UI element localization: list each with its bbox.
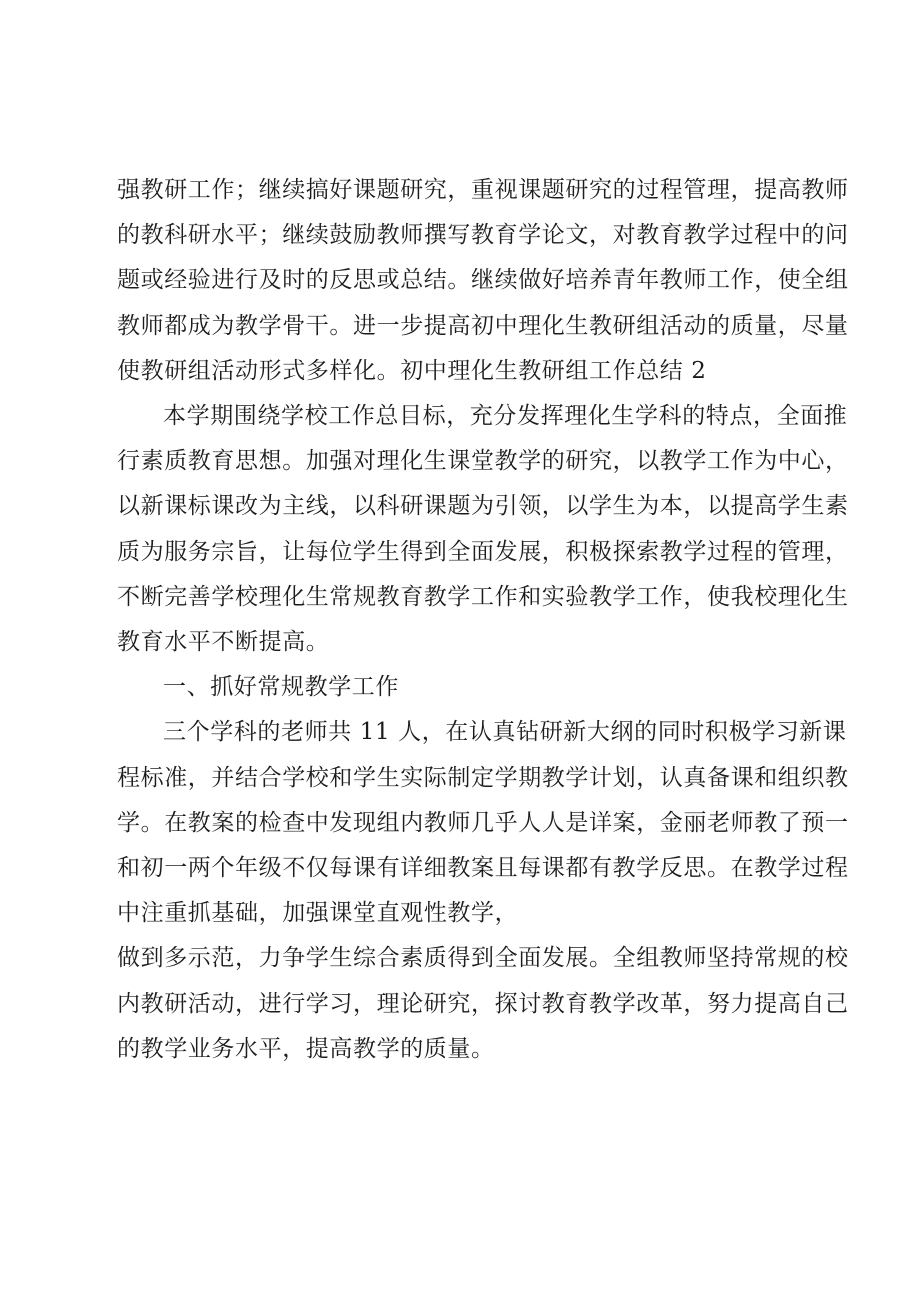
paragraph-3 bbox=[117, 710, 849, 936]
heading-text: 一、抓好常规教学工作 bbox=[163, 674, 399, 701]
text-line: 本学期围绕学校工作总目标，充分发挥理化生学科的特点，全面推 bbox=[163, 403, 848, 430]
text-line: 教师都成为教学骨干。进一步提高初中理化生教研组活动的质量，尽量 bbox=[117, 312, 849, 339]
text-line: 程标准，并结合学校和学生实际制定学期教学计划，认真备课和组织教 bbox=[117, 764, 849, 791]
paragraph-1 bbox=[117, 168, 849, 394]
paragraph-4 bbox=[117, 936, 849, 1072]
text-line: 的教科研水平；继续鼓励教师撰写教育学论文，对教育教学过程中的问 bbox=[117, 222, 849, 249]
text-line: 以新课标课改为主线，以科研课题为引领，以学生为本，以提高学生素 bbox=[117, 493, 849, 520]
text-line: 不断完善学校理化生常规教育教学工作和实验教学工作，使我校理化生 bbox=[117, 583, 849, 610]
text-line: 行素质教育思想。加强对理化生课堂教学的研究，以教学工作为中心， bbox=[117, 448, 849, 475]
paragraph-2 bbox=[117, 394, 849, 665]
text-line: 质为服务宗旨，让每位学生得到全面发展，积极探索教学过程的管理， bbox=[117, 538, 849, 565]
text-line: 做到多示范，力争学生综合素质得到全面发展。全组教师坚持常规的校 bbox=[117, 945, 849, 972]
text-line: 三个学科的老师共 11 人，在认真钻研新大纲的同时积极学习新课 bbox=[163, 719, 847, 746]
text-line: 的教学业务水平，提高教学的质量。 bbox=[117, 1035, 495, 1062]
text-line: 题或经验进行及时的反思或总结。继续做好培养青年教师工作，使全组 bbox=[117, 267, 849, 294]
text-line: 中注重抓基础，加强课堂直观性教学， bbox=[117, 900, 519, 927]
text-line: 使教研组活动形式多样化。初中理化生教研组工作总结 2 bbox=[117, 357, 707, 384]
text-line: 和初一两个年级不仅每课有详细教案且每课都有教学反思。在教学过程 bbox=[117, 855, 849, 882]
section-heading bbox=[117, 665, 833, 710]
text-line: 学。在教案的检查中发现组内教师几乎人人是详案，金丽老师教了预一 bbox=[117, 809, 849, 836]
text-line: 教育水平不断提高。 bbox=[117, 629, 330, 656]
text-line: 内教研活动，进行学习，理论研究，探讨教育教学改革，努力提高自己 bbox=[117, 990, 849, 1017]
document-body bbox=[117, 168, 849, 1072]
text-line: 强教研工作；继续搞好课题研究，重视课题研究的过程管理，提高教师 bbox=[117, 177, 849, 203]
